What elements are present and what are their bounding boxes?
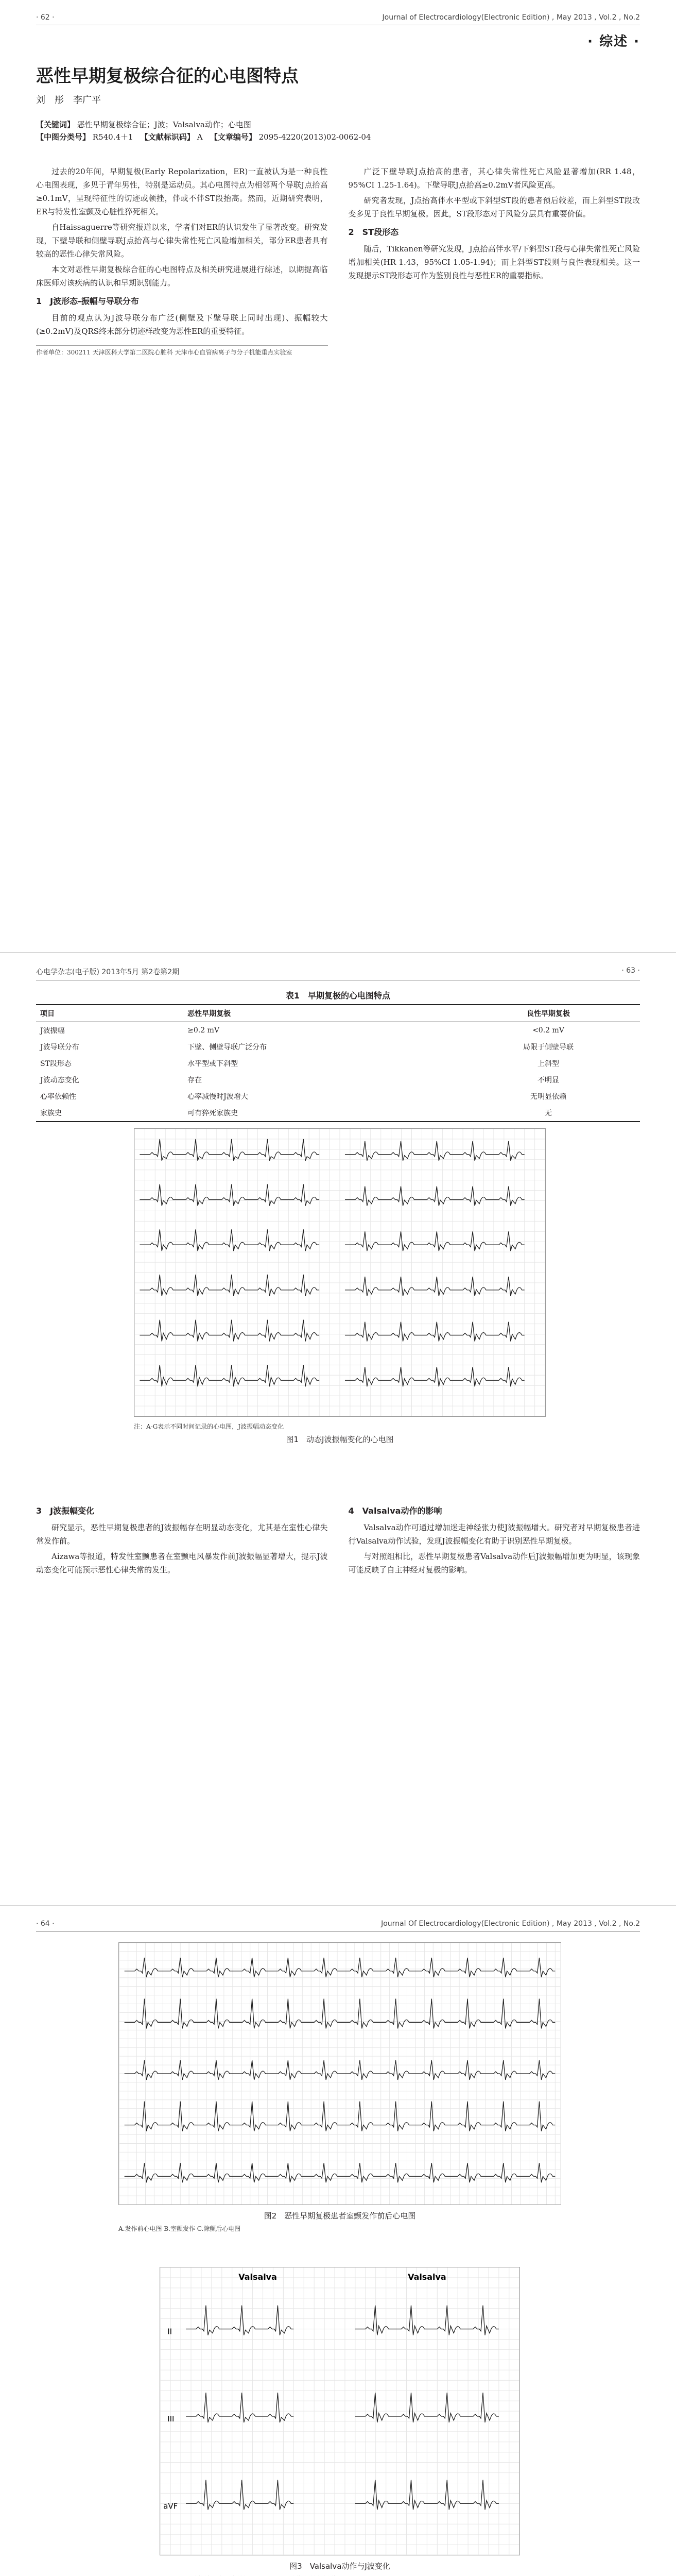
ecg-trace [345,1322,525,1342]
table-cell: 无明显依赖 [530,1093,566,1101]
figure-caption: 图3 Valsalva动作与J波变化 [289,2562,390,2571]
table-cell: 无 [545,1109,552,1117]
table-cell: 可有猝死家族史 [187,1109,238,1117]
lead-label: III [167,2414,175,2424]
table-header: 项目 [40,1010,55,1018]
right-column [349,165,640,911]
paragraph: 随后，Tikkanen等研究发现，J点抬高伴水平/下斜型ST段与心律失常性死亡风险增加相关(HR 1.43，95%CI 1.05-1.94)；而上斜型ST段则与良性表现相关。这一发现提示ST段形态可作为鉴别良性与恶性ER的重要指标。 [348,244,640,280]
running-head [36,13,640,25]
valsalva-label: Valsalva [408,2272,446,2282]
paragraph: 研究者发现，J点抬高伴水平型或下斜型ST段的患者预后较差，而上斜型ST段改变多见于良性早期复极。因此，ST段形态对于风险分层具有重要价值。 [348,196,640,218]
figure-1 [134,1128,546,1445]
doc-label: 【文献标识码】 [140,132,195,142]
keywords-text: 恶性早期复极综合征；J波；Valsalva动作；心电图 [77,120,251,129]
page-2 [0,953,676,1906]
figure-2 [118,1942,561,2233]
ecg-strips-image [118,1942,561,2205]
article-label: 【文章编号】 [210,132,256,142]
running-head [36,967,640,980]
article-authors: 刘 彤 李广平 [36,95,101,106]
clc-label: 【中图分类号】 [36,132,91,142]
table-cell: 不明显 [538,1076,559,1084]
table-cell: 家族史 [40,1109,62,1117]
lead-trace [186,2393,293,2422]
keywords-block [36,118,640,143]
clc-value: R540.4＋1 [92,132,133,142]
table-row [36,1105,640,1122]
table-row [36,1088,640,1105]
page-folio: · 62 · [36,13,55,22]
left-column [36,1499,328,1869]
keywords-label: 【关键词】 [36,120,75,129]
table-row [36,1039,640,1055]
doc-value: A [197,132,203,142]
table-cell: 心率依赖性 [40,1093,76,1101]
ecg-trace [345,1187,525,1206]
page-folio: · 64 · [36,1920,55,1928]
paragraph: Valsalva动作可通过增加迷走神经张力使J波振幅增大。研究者对早期复极患者进行Valsalva动作试验，发现J波振幅变化有助于识别恶性早期复极。 [348,1523,640,1546]
valsalva-ecg-image [160,2267,520,2555]
ecg-trace [345,1367,525,1386]
ecg-trace [140,1365,319,1386]
author-affiliation: 作者单位：300211 天津医科大学第二医院心脏科 天津市心血管病离子与分子机能重点实验室 [36,345,328,357]
paragraph: 目前的观点认为J波导联分布广泛(侧壁及下壁导联上同时出现)、振幅较大(≥0.2mV)及QRS终末部分切迹样改变为恶性ER的重要特征。 [36,313,328,336]
paragraph: 本文对恶性早期复极综合征的心电图特点及相关研究进展进行综述，以期提高临床医师对该疾病的认识和早期识别能力。 [36,265,328,287]
ecg-trace [140,1184,319,1206]
body-columns [36,165,640,911]
table-1 [36,989,640,1122]
table-cell: ≥0.2 mV [187,1026,219,1035]
table-cell: 局限于侧壁导联 [523,1043,574,1052]
paragraph: 过去的20年间，早期复极(Early Repolarization，ER)一直被认为是一种良性心电图表现，多见于青年男性，特别是运动员。其心电图特点为相邻两个导联J点抬高≥0.1mV，呈现特征性的切迹或顿挫，伴或不伴ST段抬高。然而，近期研究表明，ER与特发性室颤及心脏性猝死相关。 [36,167,328,216]
journal-name: Journal of Electrocardiology(Electronic Edition) , May 2013 , Vol.2 , No.2 [382,13,640,22]
page-folio: · 63 · [621,967,640,975]
body-columns [36,1499,640,1869]
table-cell: J波振幅 [40,1027,65,1035]
table-cell: J波动态变化 [40,1076,79,1084]
section-heading: 1 J波形态-振幅与导联分布 [36,296,139,306]
ecg-trace [345,1231,525,1251]
section-tag: · 综述 · [587,34,640,49]
section-heading: 4 Valsalva动作的影响 [348,1506,442,1516]
table-header-row [36,1005,640,1022]
paragraph: 自Haissaguerre等研究报道以来，学者们对ER的认识发生了显著改变。研究发现，下壁导联和侧壁导联J点抬高与心律失常性死亡风险增加相关，部分ER患者具有较高的恶性心律失常风险。 [36,223,328,259]
figure-3 [160,2267,520,2576]
table-header: 恶性早期复极 [187,1010,231,1018]
figure-note: 注：A-G表示不同时间记录的心电图，J波振幅动态变化 [134,1423,284,1430]
section-heading: 3 J波振幅变化 [36,1506,95,1516]
table-cell: J波导联分布 [40,1043,79,1052]
lead-trace [186,2306,293,2335]
page-3 [0,1906,676,2576]
table-cell: 水平型或下斜型 [187,1060,238,1068]
paragraph: 广泛下壁导联J点抬高的患者，其心律失常性死亡风险显著增加(RR 1.48，95%CI 1.25-1.64)。下壁导联J点抬高≥0.2mV者风险更高。 [348,167,640,190]
table-cell: <0.2 mV [532,1026,564,1035]
lead-label: aVF [163,2501,178,2511]
figure-note: A.发作前心电图 B.室颤发作 C.除颤后心电图 [118,2225,241,2232]
article-title: 恶性早期复极综合征的心电图特点 [36,66,299,87]
ecg-feature-table [36,1004,640,1122]
ecg-trace [140,1229,319,1251]
figure-caption: 图1 动态J波振幅变化的心电图 [286,1435,394,1444]
ecg-trace [345,1141,525,1161]
ecg-trace [140,1320,319,1342]
table-cell: ST段形态 [40,1060,72,1068]
table-cell: 心率减慢时J波增大 [187,1093,248,1101]
paragraph: Aizawa等报道，特发性室颤患者在室颤电风暴发作前J波振幅显著增大，提示J波动态变化可能预示恶性心律失常的发生。 [36,1552,328,1574]
lead-label: II [167,2327,172,2336]
ecg-tracing-image [134,1128,546,1417]
article-value: 2095-4220(2013)02-0062-04 [258,132,371,142]
section-heading: 2 ST段形态 [348,227,399,237]
table-row [36,1055,640,1072]
table-row [36,1022,640,1039]
right-column [349,1499,640,1869]
paragraph: 研究显示，恶性早期复极患者的J波振幅存在明显动态变化，尤其是在室性心律失常发作前。 [36,1523,328,1546]
valsalva-label: Valsalva [238,2272,277,2282]
running-head [36,1920,640,1931]
table-cell: 下壁、侧壁导联广泛分布 [187,1043,267,1052]
table-header: 良性早期复极 [527,1010,570,1018]
journal-name: 心电学杂志(电子版) 2013年5月 第2卷第2期 [36,968,180,976]
page-1 [0,0,676,953]
lead-trace [186,2480,293,2510]
table-row [36,1072,640,1088]
table-caption: 表1 早期复极的心电图特点 [285,991,391,1001]
journal-name: Journal Of Electrocardiology(Electronic Edition) , May 2013 , Vol.2 , No.2 [381,1920,640,1928]
figure-caption: 图2 恶性早期复极患者室颤发作前后心电图 [264,2211,416,2221]
table-cell: 存在 [187,1076,202,1084]
left-column [36,165,328,911]
paragraph: 与对照组相比，恶性早期复极患者Valsalva动作后J波振幅增加更为明显，该现象可能反映了自主神经对复极的影响。 [348,1552,640,1574]
ecg-trace [140,1139,319,1161]
table-cell: 上斜型 [538,1060,559,1068]
